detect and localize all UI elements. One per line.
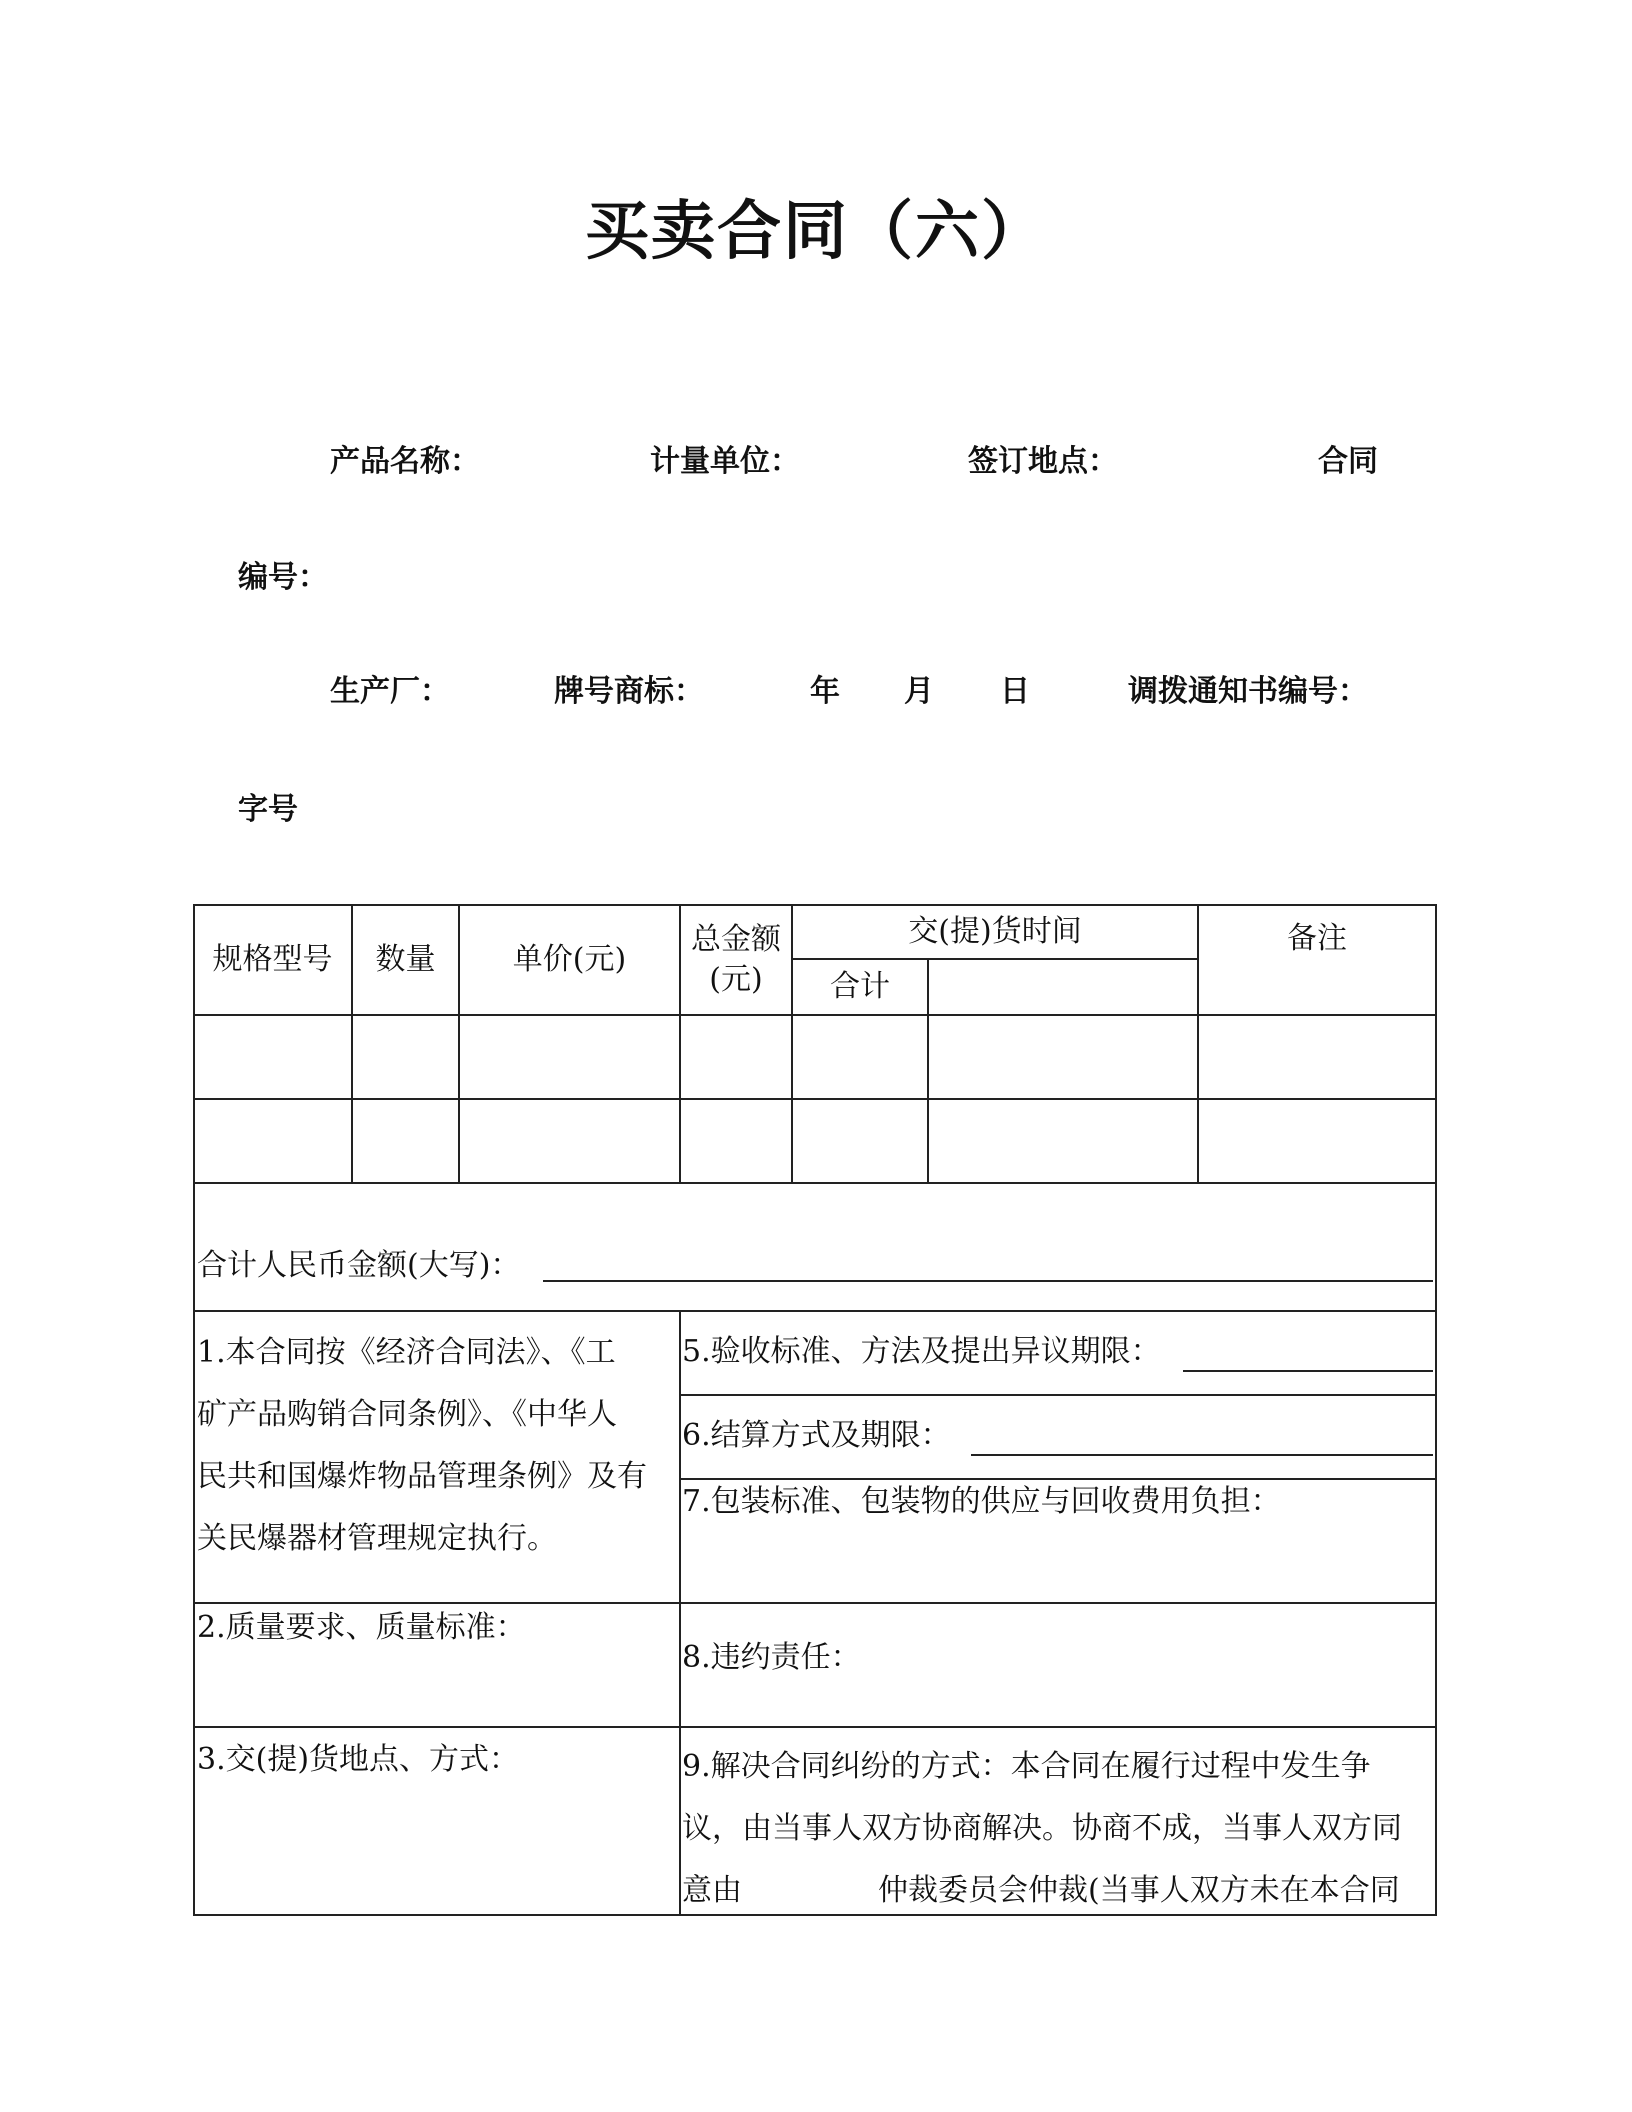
clause-2: 2.质量要求、质量标准： <box>197 1610 526 1645</box>
document-title: 买卖合同（六） <box>585 195 1047 269</box>
clause-9-line-3 <box>682 1860 1436 1922</box>
day-label: 日 <box>1000 674 1030 709</box>
unit-label: 计量单位： <box>650 444 800 479</box>
header-subtotal: 合计 <box>830 969 890 1004</box>
clause-5: 5.验收标准、方法及提出异议期限： <box>682 1334 1161 1369</box>
sign-place-label: 签订地点： <box>968 444 1118 479</box>
header-spec: 规格型号 <box>212 941 333 977</box>
table-border-left <box>193 904 195 1916</box>
manufacturer-label: 生产厂： <box>330 674 450 709</box>
month-label: 月 <box>904 674 934 709</box>
clause-6-fill-line <box>971 1454 1433 1456</box>
allocation-no-label: 调拨通知书编号： <box>1128 674 1368 709</box>
clause5-divider <box>679 1394 1437 1396</box>
clause-1-line-1: 1.本合同按《经济合同法》、《工 <box>197 1335 616 1370</box>
clause-column-divider <box>679 1310 681 1916</box>
clause-9-line-3-start: 意由 <box>682 1873 742 1908</box>
clause-1-line-2: 矿产品购销合同条例》、《中华人 <box>197 1397 617 1432</box>
data-row-1-divider <box>193 1098 1437 1100</box>
header-delivery-time: 交(提)货时间 <box>908 913 1082 949</box>
data-row-2-divider <box>193 1182 1437 1184</box>
clause-5-fill-line <box>1183 1370 1433 1372</box>
clause-1-line-4: 关民爆器材管理规定执行。 <box>197 1521 557 1556</box>
header-unit-price: 单价(元) <box>512 941 627 977</box>
header-quantity: 数量 <box>375 941 436 977</box>
clause8-divider <box>193 1726 1437 1728</box>
header-total-line2: (元) <box>709 961 763 997</box>
clause-1 <box>197 1322 677 1570</box>
clause-9-line-2: 议，由当事人双方协商解决。协商不成，当事人双方同 <box>682 1811 1402 1846</box>
clause7-divider <box>193 1602 1437 1604</box>
clause-9-line-1: 9.解决合同纠纷的方式：本合同在履行过程中发生争 <box>682 1749 1371 1784</box>
year-label: 年 <box>810 674 840 709</box>
clause-9-line-3-end: 仲裁委员会仲裁(当事人双方未在本合同 <box>878 1873 1400 1908</box>
header-total-amount <box>680 904 792 1015</box>
header-total-line1: 总金额 <box>691 921 781 957</box>
contract-no-label-part2: 编号： <box>238 560 328 595</box>
header-remarks: 备注 <box>1287 921 1347 956</box>
contract-no-label-part1: 合同 <box>1318 444 1378 479</box>
contract-table <box>193 904 1437 1916</box>
brand-label: 牌号商标： <box>554 674 704 709</box>
zihao-label: 字号 <box>238 792 298 827</box>
product-name-label: 产品名称： <box>330 444 480 479</box>
total-row-divider <box>193 1310 1437 1312</box>
total-rmb-label: 合计人民币金额(大写)： <box>197 1248 521 1283</box>
clause-7: 7.包装标准、包装物的供应与回收费用负担： <box>682 1484 1281 1519</box>
clause-1-line-3: 民共和国爆炸物品管理条例》及有 <box>197 1459 647 1494</box>
clause-3: 3.交(提)货地点、方式： <box>197 1742 520 1777</box>
total-rmb-fill-line <box>543 1280 1433 1282</box>
clause-9 <box>682 1736 1436 1922</box>
clause6-divider <box>679 1478 1437 1480</box>
clause-8: 8.违约责任： <box>682 1640 861 1675</box>
clause-6: 6.结算方式及期限： <box>682 1418 951 1453</box>
